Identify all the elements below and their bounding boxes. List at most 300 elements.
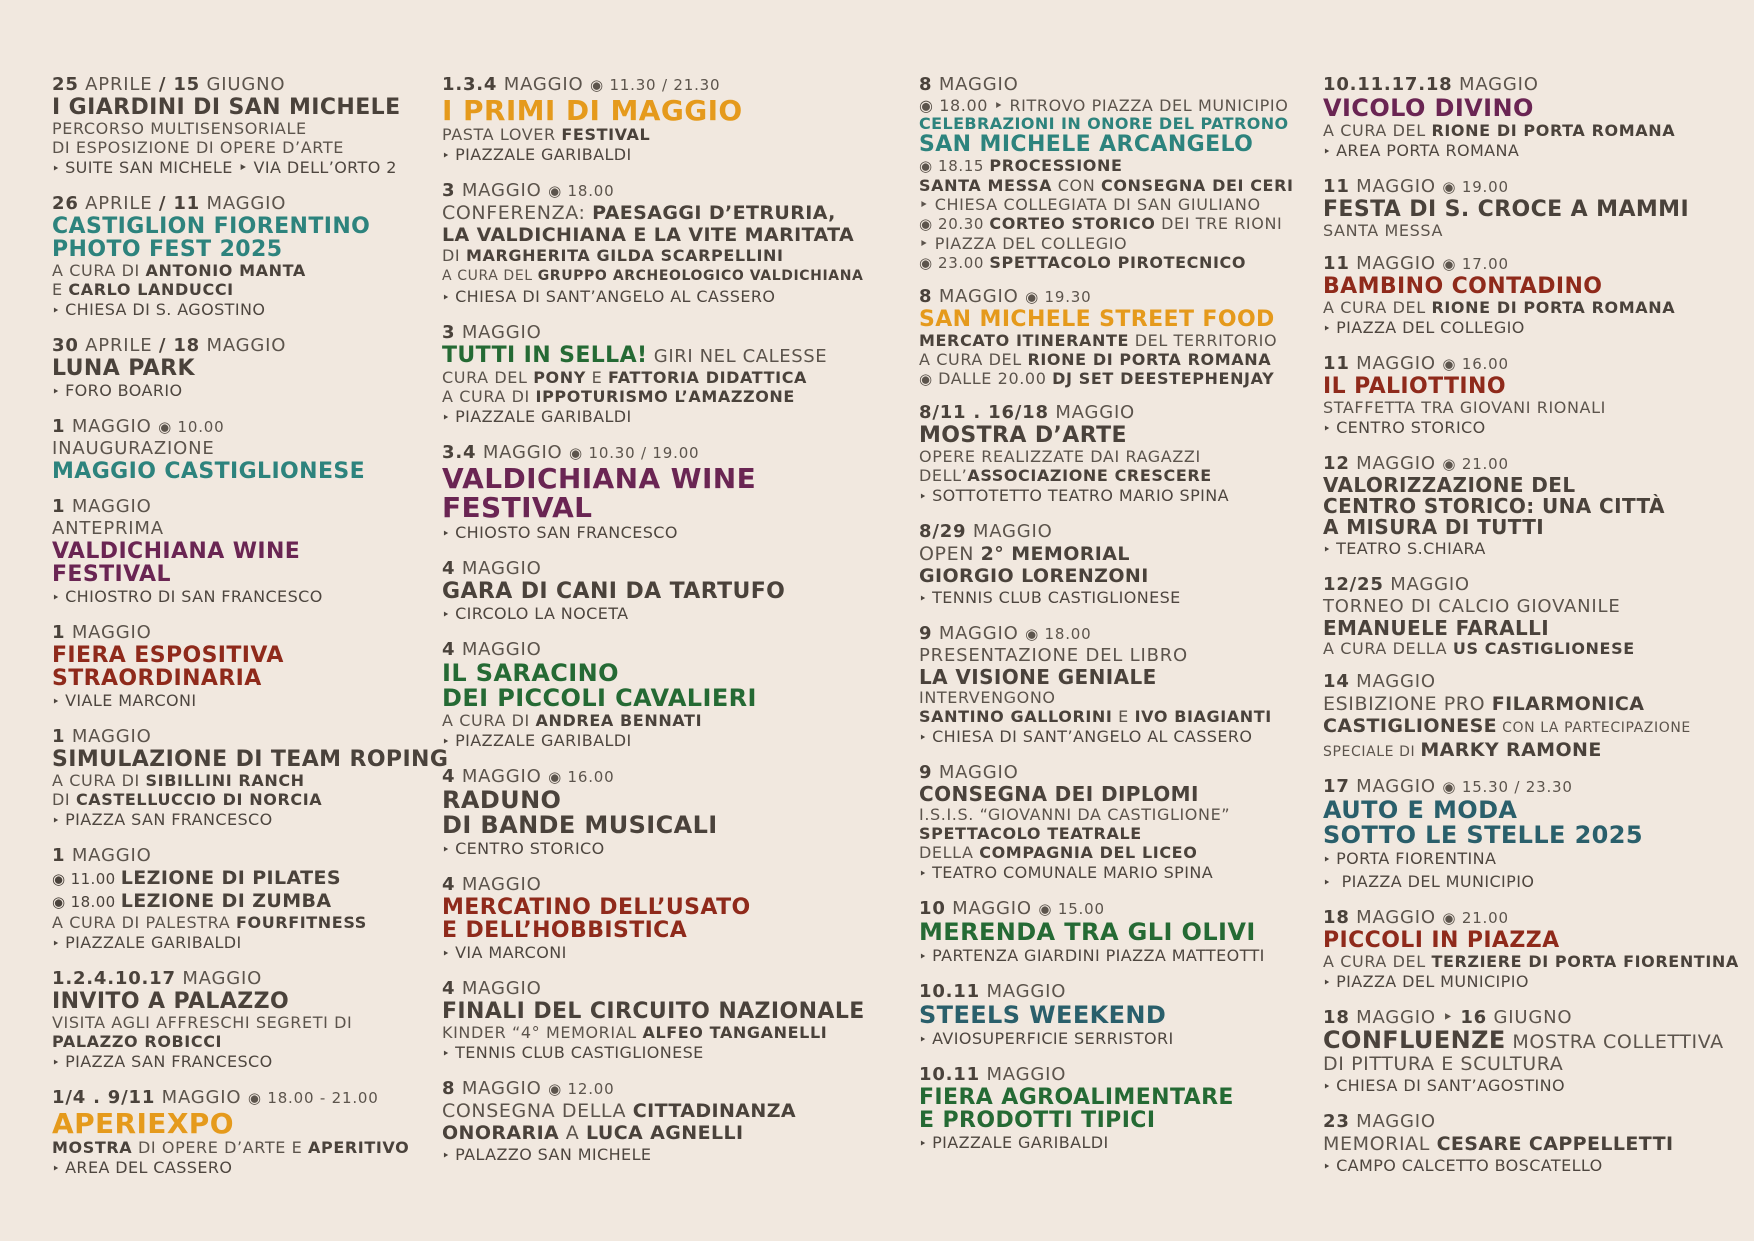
event-date	[52, 416, 412, 438]
event-title-text: MAGGIO CASTIGLIONESE	[52, 459, 366, 484]
event-location	[919, 587, 1319, 610]
text: CONFERENZA:	[442, 202, 593, 224]
event-detail	[442, 246, 862, 265]
event-title	[52, 667, 412, 690]
bold-text: 10.11	[919, 981, 980, 1002]
event-title-text: VALORIZZAZIONE DEL	[1323, 473, 1576, 497]
event-date	[52, 622, 412, 644]
text: DEL TERRITORIO	[1129, 331, 1278, 350]
event-detail	[442, 387, 862, 406]
event-title-text: GARA DI CANI DA TARTUFO	[442, 579, 786, 604]
location-arrow-icon: ‣	[919, 592, 928, 607]
event-title	[1323, 739, 1743, 763]
event-title	[919, 543, 1319, 565]
event-entry	[1323, 176, 1743, 240]
text: MAGGIO	[65, 416, 159, 437]
bold-text: RIONE DI PORTA ROMANA	[1431, 298, 1676, 317]
event-location	[1323, 317, 1743, 340]
bold-text: SANTINO GALLORINI	[919, 707, 1113, 726]
text: MAGGIO	[1452, 74, 1539, 95]
event-entry	[52, 496, 412, 609]
bold-text: 9	[919, 762, 933, 783]
event-detail	[52, 261, 412, 280]
event-title-text: IL SARACINO	[442, 659, 619, 687]
event-entry	[1323, 907, 1743, 994]
event-title-tail: GIRI NEL CALESSE	[647, 346, 828, 367]
event-detail	[442, 265, 862, 286]
event-title	[1323, 496, 1743, 517]
text: MAGGIO	[1349, 1111, 1436, 1132]
text: CON LA PARTECIPAZIONE	[1497, 720, 1691, 736]
text: MAGGIO	[1349, 1007, 1443, 1028]
schedule-label: RITROVO PIAZZA DEL MUNICIPIO	[1009, 96, 1289, 115]
event-date	[442, 766, 862, 788]
location-text: PIAZZALE GARIBALDI	[65, 933, 242, 952]
location-arrow-icon: ‣	[442, 411, 451, 426]
event-date	[919, 1064, 1319, 1086]
event-location	[442, 730, 862, 753]
event-title-text: IL PALIOTTINO	[1323, 374, 1506, 399]
location-text: CIRCOLO LA NOCETA	[455, 604, 629, 623]
location-arrow-icon: ‣	[52, 385, 61, 400]
time-text: ◉ 18.00	[52, 893, 121, 911]
event-date	[1323, 176, 1743, 198]
time-text: ◉ 20.30	[919, 215, 990, 233]
event-detail	[919, 843, 1319, 862]
event-entry	[52, 74, 412, 180]
event-detail	[52, 1013, 412, 1032]
event-location	[52, 690, 412, 713]
text: A CURA DEL	[1323, 121, 1432, 140]
event-title	[442, 493, 862, 522]
text: MAGGIO	[455, 1078, 549, 1099]
event-date	[52, 496, 412, 518]
event-intro: TORNEO DI CALCIO GIOVANILE	[1323, 596, 1621, 617]
event-title	[1323, 96, 1743, 121]
bold-text: 18	[1323, 907, 1350, 928]
text: MAGGIO	[455, 766, 549, 787]
event-title	[442, 344, 862, 368]
event-entry	[1323, 671, 1743, 763]
event-title-text: STRAORDINARIA	[52, 666, 262, 691]
bold-text: CARLO LANDUCCI	[68, 280, 234, 299]
column-4	[1323, 74, 1743, 1191]
event-title: CONFLUENZE	[1323, 1026, 1506, 1054]
location-arrow-icon: ‣	[1323, 876, 1332, 891]
event-title-text: I GIARDINI DI SAN MICHELE	[52, 95, 401, 120]
event-detail	[52, 771, 412, 790]
event-title	[442, 202, 862, 224]
time-text: ◉ 19.30	[1025, 288, 1092, 306]
event-detail	[919, 253, 1319, 273]
bold-text: ANDREA BENNATI	[535, 711, 703, 730]
event-location	[919, 945, 1319, 968]
event-title	[919, 1086, 1319, 1109]
event-date	[442, 639, 862, 661]
time-text: ◉ 11.00	[52, 870, 121, 888]
text: MAGGIO	[932, 74, 1019, 95]
event-location	[919, 726, 1319, 749]
event-detail	[919, 447, 1319, 466]
bold-text: 10.11.17.18	[1323, 74, 1453, 95]
bold-text: 10.11	[919, 1064, 980, 1085]
location-text: CHIESA DI SANT’ANGELO AL CASSERO	[455, 287, 776, 306]
bold-text: 3	[442, 180, 456, 201]
bold-text: MARGHERITA GILDA SCARPELLINI	[465, 246, 784, 265]
location-text: VIA MARCONI	[455, 943, 567, 962]
event-title-text: MERCATINO DELL’USATO	[442, 895, 751, 920]
bold-text: LA VALDICHIANA E LA VITE MARITATA	[442, 224, 855, 246]
text: VISITA AGLI AFFRESCHI SEGRETI DI	[52, 1013, 353, 1032]
event-location	[919, 1132, 1319, 1155]
bold-text: ASSOCIAZIONE CRESCERE	[967, 466, 1212, 485]
event-title-text: APERIEXPO	[52, 1107, 234, 1140]
text: MAGGIO	[199, 335, 287, 356]
text: DELL’	[919, 466, 968, 485]
event-title-text: FINALI DEL CIRCUITO NAZIONALE	[442, 999, 865, 1024]
schedule-line	[919, 96, 1319, 115]
text: DI ESPOSIZIONE DI OPERE D’ARTE	[52, 138, 344, 157]
text: KINDER “4° MEMORIAL	[442, 1023, 643, 1042]
event-entry	[1323, 574, 1743, 658]
location-arrow-icon: ‣	[442, 608, 451, 623]
event-title	[52, 747, 449, 772]
location-arrow-icon: ‣	[1323, 145, 1332, 160]
bold-text: 3.4	[442, 442, 477, 463]
schedule-label: LEZIONE DI ZUMBA	[120, 890, 332, 912]
time-text: ◉ 18.00 ‣	[919, 96, 1010, 115]
event-location	[1323, 1075, 1743, 1098]
event-location	[52, 586, 412, 609]
event-title-text: BAMBINO CONTADINO	[1323, 274, 1603, 299]
text: MAGGIO	[1349, 907, 1443, 928]
event-title-text: A MISURA DI TUTTI	[1323, 515, 1545, 539]
bold-text: 18	[1323, 1007, 1350, 1028]
event-title	[52, 357, 412, 380]
text: GIUGNO	[199, 74, 286, 95]
event-title	[1323, 275, 1743, 298]
bold-text: FATTORIA DIDATTICA	[608, 368, 808, 387]
event-detail	[52, 280, 412, 299]
bold-text: PONY	[533, 368, 586, 387]
location-text: PIAZZA SAN FRANCESCO	[65, 1052, 273, 1071]
event-detail	[919, 824, 1319, 843]
event-date	[52, 193, 412, 215]
event-title	[442, 580, 862, 603]
location-arrow-icon: ‣	[919, 1033, 928, 1048]
text: MAGGIO	[945, 898, 1039, 919]
event-detail	[919, 234, 1319, 253]
event-title-text: LUNA PARK	[52, 356, 195, 381]
event-location	[442, 286, 862, 309]
bold-text: 1.2.4.10.17	[52, 968, 176, 989]
event-detail	[919, 350, 1319, 369]
event-detail	[919, 688, 1319, 707]
text: ‣ CHIESA COLLEGIATA DI SAN GIULIANO	[919, 195, 1261, 214]
event-entry	[1323, 776, 1743, 894]
event-detail	[442, 368, 862, 387]
bold-text: 3	[442, 322, 456, 343]
location-text: SOTTOTETTO TEATRO MARIO SPINA	[932, 486, 1229, 505]
bold-text: SPETTACOLO TEATRALE	[919, 824, 1142, 843]
event-detail	[919, 195, 1319, 214]
bold-text: 1	[52, 496, 66, 517]
event-title-text: SIMULAZIONE DI TEAM ROPING	[52, 747, 449, 772]
event-title-text: LA VISIONE GENIALE	[919, 665, 1157, 689]
event-entry	[1323, 1007, 1743, 1098]
event-date	[52, 335, 412, 357]
event-title-text: E PRODOTTI TIPICI	[919, 1108, 1156, 1133]
location-text: SUITE SAN MICHELE ‣ VIA DELL’ORTO 2	[65, 158, 397, 177]
bold-text: 9	[919, 623, 933, 644]
text: A CURA DI	[52, 771, 146, 790]
bold-text: MARKY RAMONE	[1420, 739, 1602, 761]
event-entry	[442, 639, 862, 753]
event-title	[1323, 1026, 1743, 1054]
text: A CURA DI	[442, 387, 536, 406]
text: MAGGIO	[1349, 671, 1436, 692]
time-text: ◉ 16.00	[548, 768, 615, 786]
event-entry	[1323, 253, 1743, 340]
event-detail	[919, 156, 1319, 176]
location-arrow-icon: ‣	[442, 291, 451, 306]
event-date	[1323, 74, 1743, 96]
event-title	[442, 788, 862, 813]
location-arrow-icon: ‣	[1323, 322, 1332, 337]
event-date	[442, 442, 862, 464]
event-title	[919, 1109, 1319, 1132]
event-entry	[919, 762, 1319, 885]
text: CONSEGNA DELLA	[442, 1100, 633, 1122]
time-text: ◉	[919, 370, 939, 388]
text: ‣ PIAZZA DEL COLLEGIO	[919, 234, 1128, 253]
location-arrow-icon: ‣	[52, 304, 61, 319]
event-entry	[1323, 1111, 1743, 1178]
event-detail	[52, 119, 412, 138]
event-intro: INAUGURAZIONE	[52, 438, 215, 459]
event-entry	[919, 1064, 1319, 1155]
bold-text: 2° MEMORIAL	[980, 543, 1130, 565]
event-title-text: E DELL’HOBBISTICA	[442, 918, 688, 943]
event-detail	[919, 214, 1319, 234]
text: MOSTRA COLLETTIVA	[1505, 1031, 1724, 1053]
event-detail	[1323, 121, 1743, 140]
event-title	[52, 96, 412, 119]
bold-text: 8	[442, 1078, 456, 1099]
event-location	[52, 380, 412, 403]
event-entry	[919, 898, 1319, 968]
event-location	[1323, 871, 1743, 894]
event-location	[1323, 848, 1743, 871]
bold-text: COMPAGNIA DEL LICEO	[979, 843, 1198, 862]
location-arrow-icon: ‣	[442, 735, 451, 750]
event-detail	[919, 466, 1319, 485]
event-detail	[919, 176, 1319, 195]
event-title	[1323, 198, 1743, 221]
event-location	[442, 603, 862, 626]
location-arrow-icon: ‣	[52, 1162, 61, 1177]
bold-text: MERCATO ITINERANTE	[919, 331, 1130, 350]
text: DELLA	[919, 843, 980, 862]
event-entry	[442, 874, 862, 965]
text: MAGGIO	[65, 845, 152, 866]
text: E	[1112, 707, 1135, 726]
event-title-text: FESTIVAL	[52, 562, 171, 587]
event-date	[919, 623, 1319, 645]
bold-text: APERITIVO	[308, 1138, 410, 1157]
event-title	[52, 215, 412, 238]
bold-text: ALFEO TANGANELLI	[642, 1023, 828, 1042]
event-title-text: MOSTRA D’ARTE	[919, 423, 1127, 448]
text: A CURA DEL	[1323, 952, 1432, 971]
text: MAGGIO	[455, 558, 542, 579]
schedule-line	[52, 867, 412, 890]
event-title	[919, 1003, 1319, 1028]
event-title	[442, 96, 862, 125]
bold-text: 8/29	[919, 521, 967, 542]
bold-text: 8	[919, 74, 933, 95]
text: DI	[442, 246, 466, 265]
bold-text: TERZIERE DI PORTA FIORENTINA	[1431, 952, 1739, 971]
event-detail	[1323, 221, 1743, 240]
time-text: ◉ 18.00	[1025, 625, 1092, 643]
event-date	[52, 1087, 412, 1109]
event-title-text: FIERA AGROALIMENTARE	[919, 1085, 1234, 1110]
event-title	[1323, 375, 1743, 398]
event-entry	[919, 286, 1319, 389]
event-date	[919, 762, 1319, 784]
event-date	[1323, 453, 1743, 475]
event-title	[1323, 475, 1743, 496]
time-text: ◉ 10.30 / 19.00	[569, 444, 700, 462]
text: STAFFETTA TRA GIOVANI RIONALI	[1323, 398, 1606, 417]
bold-text: 12/25	[1323, 574, 1384, 595]
bold-text: 1	[52, 622, 66, 643]
location-arrow-icon: ‣	[1323, 1160, 1332, 1175]
event-title	[442, 224, 862, 246]
event-title-text: STEELS WEEKEND	[919, 1001, 1167, 1029]
event-title	[52, 563, 412, 586]
location-text: CENTRO STORICO	[455, 839, 605, 858]
event-date	[1323, 574, 1743, 596]
text: SPECIALE DI	[1323, 744, 1421, 760]
location-arrow-icon: ‣	[919, 490, 928, 505]
event-title-text: FESTA DI S. CROCE A MAMMI	[1323, 197, 1690, 222]
event-title	[1323, 823, 1743, 848]
bold-text: PROCESSIONE	[989, 156, 1123, 175]
text: PASTA LOVER	[442, 125, 562, 144]
bold-text: PAESAGGI D’ETRURIA,	[592, 202, 836, 224]
location-text: CHIOSTO SAN FRANCESCO	[455, 523, 678, 542]
event-title	[52, 540, 412, 563]
text: OPEN	[919, 543, 981, 565]
text: MAGGIO	[1349, 176, 1443, 197]
event-date	[919, 981, 1319, 1003]
bold-text: 4	[442, 558, 456, 579]
text: DI OPERE D’ARTE E	[132, 1138, 309, 1157]
location-text: TEATRO S.CHIARA	[1336, 539, 1486, 558]
column-1	[52, 74, 449, 1193]
text: MAGGIO	[455, 978, 542, 999]
location-text: CENTRO STORICO	[1336, 418, 1486, 437]
location-text: PIAZZALE GARIBALDI	[455, 407, 632, 426]
event-location	[919, 1028, 1319, 1051]
event-date	[52, 845, 412, 867]
bold-text: IPPOTURISMO L’AMAZZONE	[535, 387, 795, 406]
event-detail	[919, 331, 1319, 350]
text: GIUGNO	[1487, 1007, 1573, 1028]
bold-text: RIONE DI PORTA ROMANA	[1431, 121, 1676, 140]
time-text: ◉ 18.15	[919, 157, 990, 175]
location-text: CHIOSTRO DI SAN FRANCESCO	[65, 587, 323, 606]
text: MAGGIO	[1383, 574, 1470, 595]
text: DALLE 20.00	[938, 369, 1053, 388]
bold-text: GRUPPO ARCHEOLOGICO VALDICHIANA	[537, 268, 864, 284]
bold-text: 4	[442, 978, 456, 999]
text: MAGGIO	[932, 762, 1019, 783]
event-date	[919, 898, 1319, 920]
location-text: AREA PORTA ROMANA	[1336, 141, 1520, 160]
location-text: PARTENZA GIARDINI PIAZZA MATTEOTTI	[932, 946, 1265, 965]
event-location	[442, 522, 862, 545]
bold-text: SPETTACOLO PIROTECNICO	[989, 253, 1247, 272]
bold-text: 30	[52, 335, 79, 356]
bold-text: 4	[442, 874, 456, 895]
bold-text: SIBILLINI RANCH	[145, 771, 305, 790]
event-title-text: FIERA ESPOSITIVA	[52, 643, 284, 668]
location-arrow-icon: ‣	[919, 867, 928, 882]
bold-text: CITTADINANZA	[632, 1100, 796, 1122]
time-text: ◉ 19.00	[1442, 178, 1509, 196]
event-location	[919, 485, 1319, 508]
text: MAGGIO	[1349, 353, 1443, 374]
location-arrow-icon: ‣	[442, 527, 451, 542]
event-title	[442, 1100, 862, 1122]
event-location	[52, 157, 412, 180]
event-location	[1323, 538, 1743, 561]
bold-text: 17	[1323, 776, 1350, 797]
event-title	[52, 238, 412, 261]
text: MAGGIO	[455, 639, 542, 660]
event-location	[1323, 971, 1743, 994]
event-entry	[442, 766, 862, 861]
event-title-text: MERENDA TRA GLI OLIVI	[919, 918, 1256, 946]
event-title-text: CENTRO STORICO: UNA CITTÀ	[1323, 494, 1665, 518]
event-title	[52, 644, 412, 667]
event-location	[1323, 417, 1743, 440]
event-title	[442, 464, 862, 493]
event-entry	[442, 180, 862, 309]
bold-text: PALAZZO ROBICCI	[52, 1032, 223, 1051]
bold-text: 4	[442, 766, 456, 787]
event-title-text: INVITO A PALAZZO	[52, 989, 290, 1014]
text: ‣	[1442, 1007, 1461, 1028]
event-date	[52, 726, 412, 748]
location-arrow-icon: ‣	[442, 1047, 451, 1062]
event-title	[442, 813, 862, 838]
event-detail	[52, 138, 412, 157]
text: MEMORIAL	[1323, 1133, 1437, 1155]
bold-text: LUCA AGNELLI	[586, 1122, 744, 1144]
location-arrow-icon: ‣	[442, 1149, 451, 1164]
event-title	[1323, 929, 1743, 952]
event-entry	[442, 74, 862, 167]
location-arrow-icon: ‣	[1323, 543, 1332, 558]
event-location	[52, 932, 412, 955]
bold-text: 1	[52, 726, 66, 747]
event-title	[442, 919, 862, 942]
bold-text: 1/4 . 9/11	[52, 1087, 156, 1108]
